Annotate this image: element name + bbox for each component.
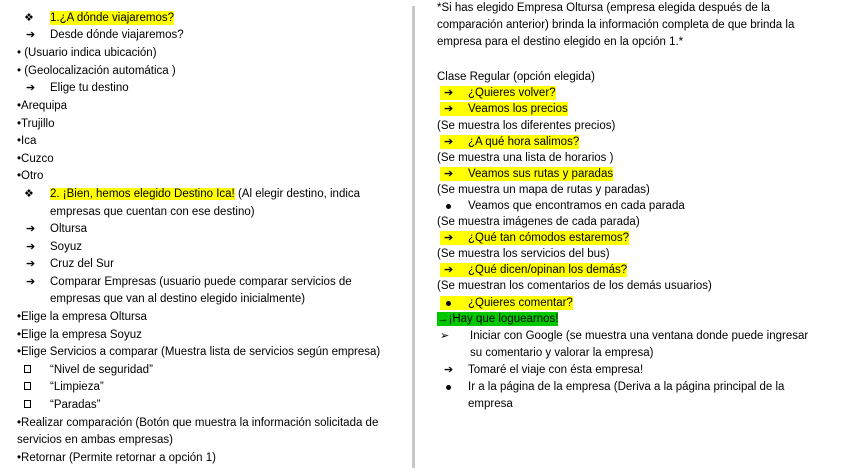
arrow-icon: ➔ xyxy=(26,241,36,253)
list-item: •Trujillo xyxy=(17,118,55,130)
text-line: Tomaré el viaje con ésta empresa! xyxy=(468,364,644,376)
option-item: ¿A qué hora salimos? xyxy=(468,136,580,148)
checkbox-icon xyxy=(24,363,31,377)
list-item: •Elige Servicios a comparar (Muestra lista de servicios según empresa) xyxy=(17,346,381,358)
arrow-icon: ➔ xyxy=(26,29,36,41)
text-line: • (Usuario indica ubicación) xyxy=(17,47,157,59)
list-item: •Elige la empresa Oltursa xyxy=(17,311,147,323)
company-item: Soyuz xyxy=(50,241,82,253)
text-line: empresas que cuentan con ese destino) xyxy=(50,206,255,218)
arrow-icon: ➔ xyxy=(440,86,472,100)
text-line: comparación anterior) brinda la información completa de que brinda la xyxy=(437,19,795,31)
arrow-icon: ➔ xyxy=(444,364,454,376)
column-divider xyxy=(412,6,415,468)
text-line: (Se muestra los servicios del bus) xyxy=(437,248,610,260)
list-item: •Otro xyxy=(17,170,44,182)
list-item: •Cuzco xyxy=(17,153,54,165)
step-2-highlight: 2. ¡Bien, hemos elegido Destino Ica! xyxy=(50,188,235,200)
arrow-icon: ➔ xyxy=(26,258,36,270)
text-line: Desde dónde viajaremos? xyxy=(50,29,184,41)
text-line: Ir a la página de la empresa (Deriva a la página principal de la xyxy=(468,381,785,393)
arrow-icon: ➔ xyxy=(26,223,36,235)
checkbox-icon xyxy=(24,380,31,394)
text-line: servicios en ambas empresas) xyxy=(17,434,173,446)
text-line: (Se muestra un mapa de rutas y paradas) xyxy=(437,184,650,196)
option-item: ¿Quieres volver? xyxy=(468,87,556,99)
list-item: •Ica xyxy=(17,135,37,147)
text-line: Iniciar con Google (se muestra una ventana donde puede ingresar xyxy=(470,330,809,342)
option-item: ¿Quieres comentar? xyxy=(468,297,573,309)
text-line: *Si has elegido Empresa Oltursa (empresa elegida después de la xyxy=(437,2,771,14)
text-line: empresa xyxy=(468,398,513,410)
text-line: empresa para el destino elegido en la opción 1.* xyxy=(437,36,684,48)
text-line: Comparar Empresas (usuario puede comparar servicios de xyxy=(50,276,352,288)
arrow-icon: ➔ xyxy=(440,102,472,116)
text-line: su comentario y valorar la empresa) xyxy=(470,347,654,359)
checkbox-icon xyxy=(24,398,31,412)
option-item: ¿Qué tan cómodos estaremos? xyxy=(468,232,630,244)
login-step: →¡Hay que loguearnos! xyxy=(437,313,559,325)
service-item: “Limpieza” xyxy=(50,381,104,393)
list-item: •Retornar (Permite retornar a opción 1) xyxy=(17,452,216,464)
arrow-icon: ➔ xyxy=(26,82,36,94)
company-item: Cruz del Sur xyxy=(50,258,114,270)
step-2-note: (Al elegir destino, indica xyxy=(234,188,361,200)
arrowhead-icon: ➢ xyxy=(440,330,450,342)
option-item: Veamos sus rutas y paradas xyxy=(468,168,614,180)
text-line: (Se muestran los comentarios de los demás usuarios) xyxy=(437,280,712,292)
text-line: (Se muestra imágenes de cada parada) xyxy=(437,216,640,228)
step-1-heading: 1.¿A dónde viajaremos? xyxy=(50,12,175,24)
list-item: •Realizar comparación (Botón que muestra la información solicitada de xyxy=(17,417,379,429)
bullet-dot-icon xyxy=(446,199,451,213)
arrow-icon: ➔ xyxy=(26,276,36,288)
list-item: •Elige la empresa Soyuz xyxy=(17,329,142,341)
arrow-icon: ➔ xyxy=(440,231,472,245)
text-line: (Se muestra los diferentes precios) xyxy=(437,120,616,132)
service-item: “Nivel de seguridad” xyxy=(50,364,153,376)
diamond-bullet-icon: ❖ xyxy=(24,12,34,24)
company-item: Oltursa xyxy=(50,223,88,235)
text-line: Veamos que encontramos en cada parada xyxy=(468,200,685,212)
arrow-icon: ➔ xyxy=(440,135,472,149)
text-line: (Se muestra una lista de horarios ) xyxy=(437,152,614,164)
service-item: “Paradas” xyxy=(50,399,101,411)
arrow-icon: ➔ xyxy=(440,263,472,277)
text-line: empresas que van al destino elegido inicialmente) xyxy=(50,293,306,305)
text-line: Elige tu destino xyxy=(50,82,129,94)
step-2-heading xyxy=(50,187,360,201)
text-line: Clase Regular (opción elegida) xyxy=(437,71,595,83)
diamond-bullet-icon: ❖ xyxy=(24,188,34,200)
list-item: •Arequipa xyxy=(17,100,68,112)
option-item: ¿Qué dicen/opinan los demás? xyxy=(468,264,628,276)
bullet-dot-icon xyxy=(446,380,451,394)
option-item: Veamos los precios xyxy=(468,103,568,115)
arrow-icon: ➔ xyxy=(440,167,472,181)
text-line: • (Geolocalización automática ) xyxy=(17,65,176,77)
